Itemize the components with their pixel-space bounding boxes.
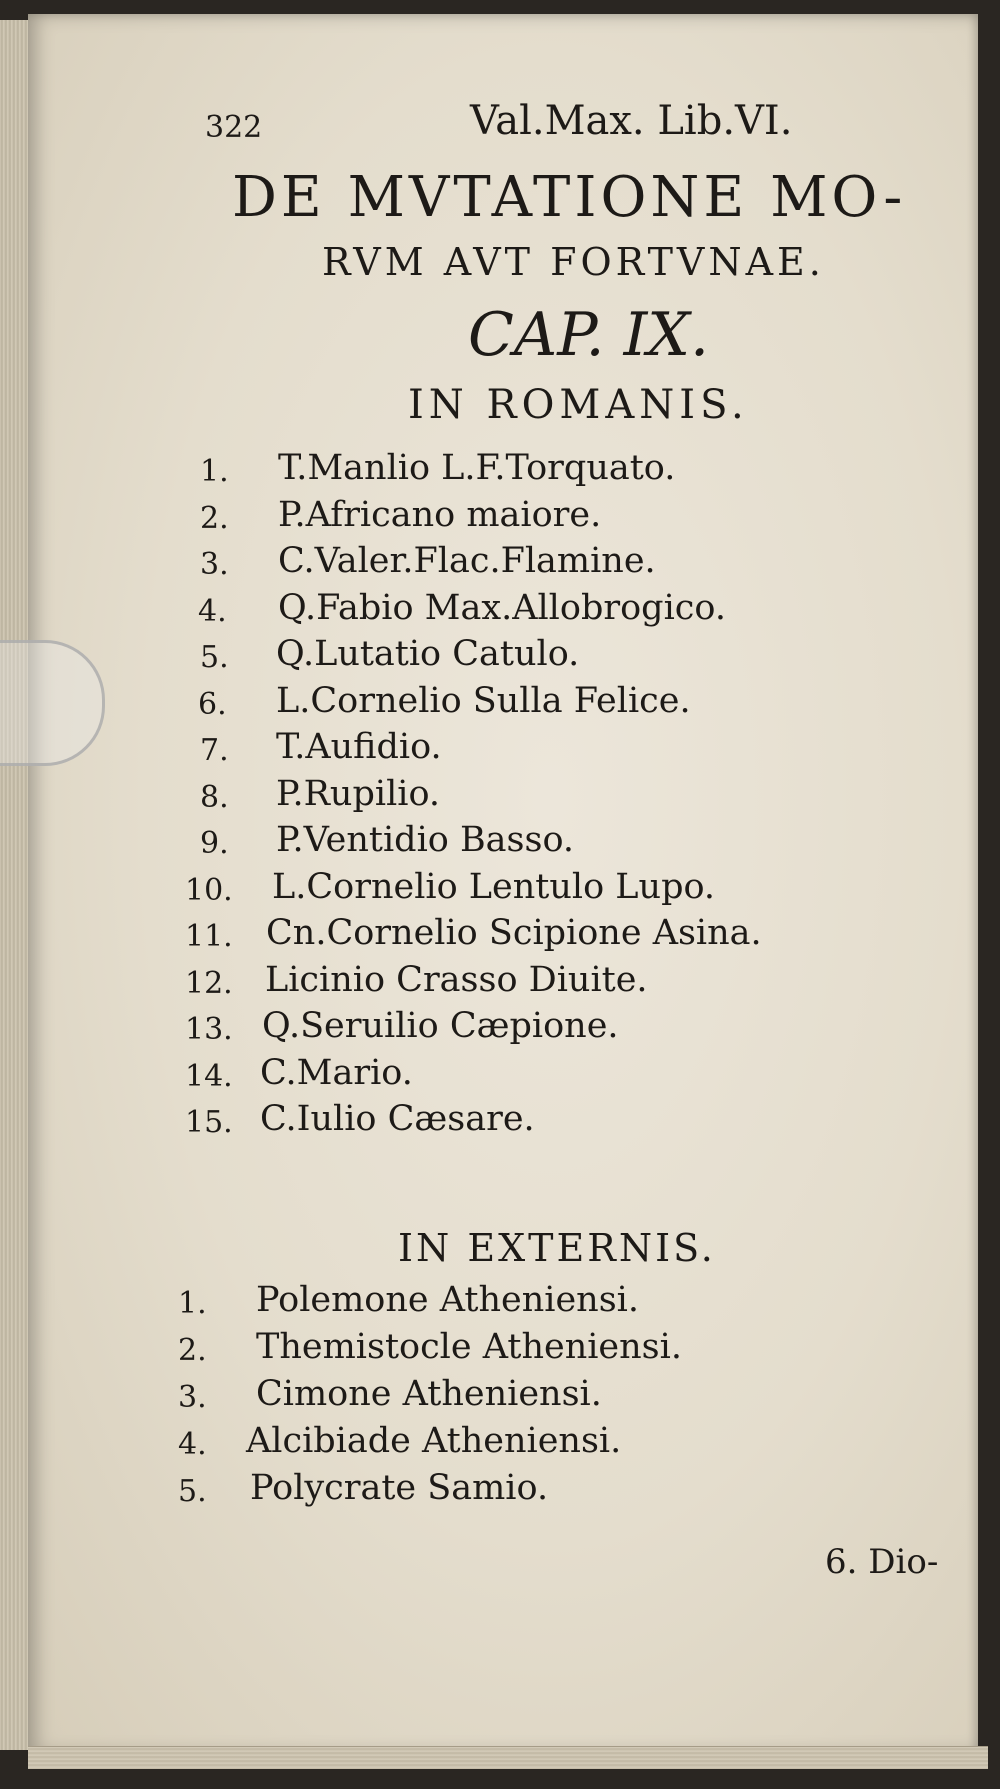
list-item-number: 13.: [185, 1012, 233, 1047]
list-item-number: 5.: [200, 640, 229, 675]
section-heading-externis: IN EXTERNIS.: [398, 1226, 716, 1270]
list-item-number: 1.: [178, 1286, 207, 1321]
list-item-number: 2.: [200, 500, 229, 536]
list-item-text: Alcibiade Atheniensi.: [246, 1421, 622, 1461]
list-item-number: 3.: [178, 1380, 207, 1415]
list-item-text: Cimone Atheniensi.: [256, 1374, 602, 1414]
list-item-text: P.Africano maiore.: [278, 494, 602, 535]
list-item-text: Themistocle Atheniensi.: [256, 1327, 682, 1367]
running-title: Val.Max. Lib.VI.: [470, 98, 793, 144]
list-item-text: C.Valer.Flac.Flamine.: [278, 541, 656, 581]
chapter-title-line2: RVM AVT FORTVNAE.: [322, 240, 825, 284]
list-item-text: Q.Fabio Max.Allobrogico.: [278, 587, 726, 628]
catchword: 6. Dio-: [825, 1542, 939, 1582]
list-item-number: 9.: [200, 826, 229, 861]
list-item-text: C.Iulio Cæsare.: [260, 1099, 535, 1139]
list-item-number: 6.: [198, 686, 227, 722]
page-number: 322: [205, 110, 263, 145]
list-item-text: Q.Lutatio Catulo.: [276, 634, 580, 674]
list-item-number: 10.: [185, 872, 233, 908]
list-item-text: Q.Seruilio Cæpione.: [262, 1006, 619, 1046]
list-item-number: 14.: [185, 1058, 233, 1094]
list-item-number: 4.: [178, 1427, 207, 1462]
list-item-text: C.Mario.: [260, 1052, 413, 1093]
list-item-text: L.Cornelio Sulla Felice.: [276, 680, 691, 721]
list-item-text: P.Rupilio.: [276, 773, 441, 814]
list-item-text: P.Ventidio Basso.: [276, 820, 575, 860]
chapter-number: CAP. IX.: [468, 300, 710, 370]
list-item-number: 5.: [178, 1474, 207, 1509]
chapter-title-line1: DE MVTATIONE MO-: [232, 165, 907, 230]
list-item-number: 11.: [185, 919, 233, 954]
list-item-number: 15.: [185, 1105, 233, 1140]
page-edges-bottom: [28, 1746, 988, 1769]
list-item-number: 7.: [200, 733, 229, 768]
list-item-text: L.Cornelio Lentulo Lupo.: [272, 866, 716, 907]
section-heading-romanis: IN ROMANIS.: [408, 382, 749, 428]
list-item-number: 3.: [200, 547, 229, 582]
list-item-number: 1.: [200, 454, 229, 489]
list-item-text: Licinio Crasso Diuite.: [265, 959, 648, 1000]
list-item-number: 8.: [200, 779, 229, 815]
list-item-number: 12.: [185, 965, 233, 1001]
list-item-text: Polycrate Samio.: [250, 1468, 549, 1508]
list-item-text: T.Manlio L.F.Torquato.: [278, 448, 676, 488]
list-item-text: Polemone Atheniensi.: [256, 1280, 640, 1320]
list-item-number: 4.: [198, 593, 227, 629]
list-item-text: Cn.Cornelio Scipione Asina.: [266, 913, 762, 953]
list-item-number: 2.: [178, 1333, 207, 1368]
list-item-text: T.Aufidio.: [276, 727, 442, 767]
